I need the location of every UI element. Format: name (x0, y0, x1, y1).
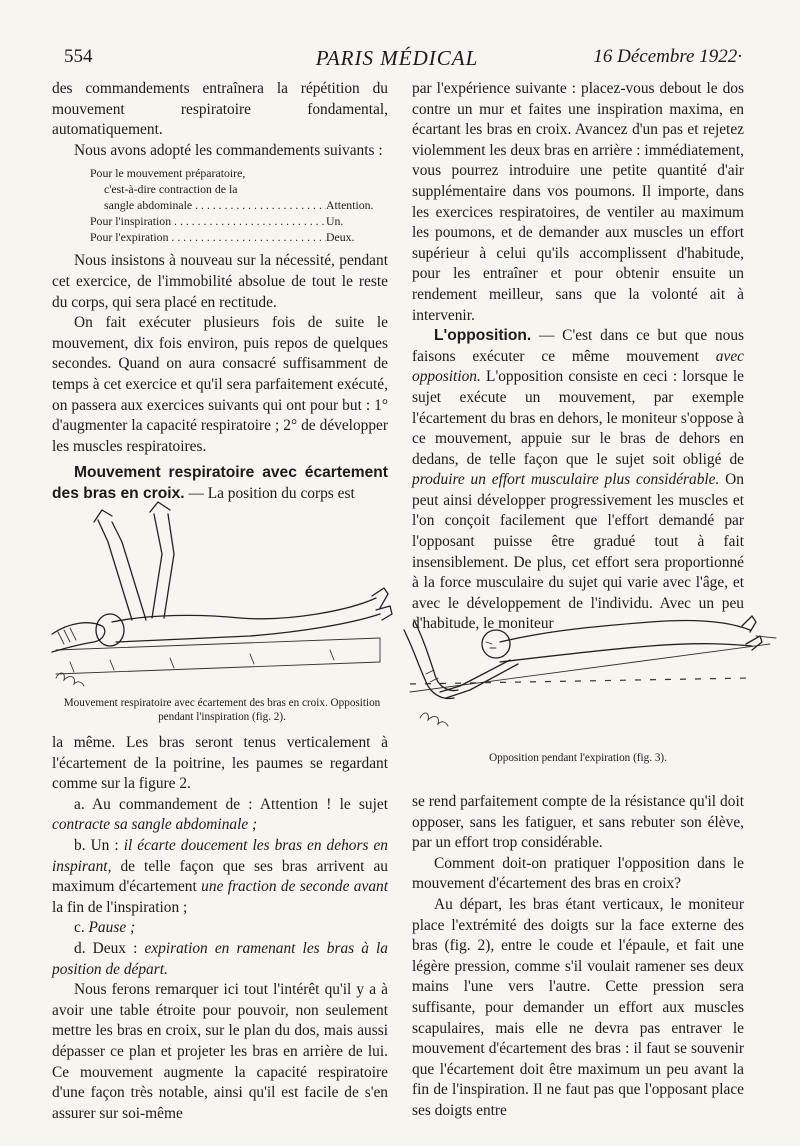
section-heading: L'opposition. (434, 327, 532, 345)
paragraph: Nous avons adopté les commandements suivants : (74, 141, 383, 159)
figure-2-illustration (50, 502, 396, 698)
right-column-upper (412, 79, 744, 635)
opposition-paragraph: L'opposition. — C'est dans ce but que nous faisons exécuter ce même mouvement avec opposition. L'opposition consiste en ceci : lorsque le sujet exécute un mouvement, par exemple l'écartement du bras en dehors, le moniteur s'oppose à ce mouvement, appuie sur le bras de dehors en dedans, de telle façon que le sujet soit obligé de produire un effort musculaire plus considérable. On peut ainsi développer progressivement les muscles et l'on conçoit facilement que l'effort demandé par l'opposant puisse être gradué tout à fait insensiblement. De plus, cet effort sera proportionné à la force musculaire du sujet qui varie avec l'âge, et avec le développement de l'individu. Avec un peu d'habitude, le moniteur (412, 327, 744, 633)
command-value: Deux. (326, 229, 355, 244)
paragraph: des commandements entraînera la répétition du mouvement respiratoire fondamental, automatiquement. (52, 80, 388, 139)
paragraph: On fait exécuter plusieurs fois de suite le mouvement, dix fois environ, puis repos de quelques secondes. Quand on aura consacré suffisamment de temps à cet exercice et qu'il sera parfaitement exécuté, on passera aux exercices suivants qui ont pour but : 1° d'augmenter la capacité respiratoire ; 2° de développer les muscles respiratoires. (52, 314, 388, 455)
paragraph: se rend parfaitement compte de la résistance qu'il doit opposer, sans les fatiguer, et sans rebuter son élève, par un effort trop considérable. (412, 793, 744, 852)
paragraph: Nous ferons remarquer ici tout l'intérêt qu'il y a à avoir une table étroite pour pouvoir, non seulement mettre les bras en croix, sur le plan du dos, mais aussi dépasser ce plan et projeter les bras en arrière de lui. Ce mouvement augmente la capacité respiratoire d'une façon très notable, ainsi qu'il est facile de s'en assurer sur soi-même (52, 981, 388, 1122)
left-column-upper (52, 79, 388, 504)
section-paragraph (52, 463, 388, 504)
journal-title: PARIS MÉDICAL (315, 46, 479, 70)
list-item-c: c. Pause ; (74, 919, 136, 937)
paragraph: la même. Les bras seront tenus verticalement à l'écartement de la poitrine, les paumes se regardant comme sur la figure 2. (52, 734, 388, 793)
command-row (90, 214, 388, 230)
paragraph: Comment doit-on pratiquer l'opposition dans le mouvement d'écartement des bras en croix? (412, 854, 744, 893)
commands-table (90, 166, 388, 245)
page-number: 554 (64, 46, 93, 67)
section-lead: — La position du corps est (184, 484, 355, 502)
figure-3-illustration (400, 600, 780, 740)
command-row (90, 198, 388, 214)
list-item-b: b. Un : il écarte doucement les bras en dehors en inspirant, de telle façon que ses bras arrivent au maximum d'écartement une fraction de seconde avant la fin de l'inspiration ; (52, 836, 388, 916)
paragraph: Au départ, les bras étant verticaux, le moniteur place l'extrémité des doigts sur la face externe des bras (fig. 2), entre le coude et l'épaule, et fait une légère pression, comme s'il voulait ramener ses deux mains l'une vers l'autre. Cette pression sera suffisante, pour demander un effort aux muscles scapulaires, mais elle ne devra pas entraver le mouvement d'écartement des bras : il faut se souvenir que l'écartement doit être maximum un peu avant la fin de l'inspiration. Il ne faut pas que l'opposant place ses doigts entre (412, 895, 744, 1119)
command-row (90, 182, 388, 198)
page-header (52, 46, 742, 74)
left-column-lower (52, 733, 388, 1124)
command-label: Pour le mouvement préparatoire, (90, 166, 246, 181)
list-item-d: d. Deux : expiration en ramenant les bras à la position de départ. (52, 939, 388, 978)
command-label: Pour l'inspiration . . . (90, 214, 326, 230)
command-label: c'est-à-dire contraction de la (104, 182, 238, 197)
figure-3-caption: Opposition pendant l'expiration (fig. 3). (489, 752, 667, 764)
section-heading: Mouvement respiratoire avec écartement des bras en croix. (52, 464, 388, 502)
paragraph: Nous insistons à nouveau sur la nécessité, pendant cet exercice, de l'immobilité absolue de tout le reste du corps, qui sera placé en rectitude. (52, 252, 388, 311)
list-item-a: a. Au commandement de : Attention ! le sujet contracte sa sangle abdominale ; (52, 795, 388, 834)
issue-date: 16 Décembre 1922· (593, 46, 742, 67)
command-label: Pour l'expiration . . . (90, 230, 326, 246)
right-column-lower (412, 792, 744, 1122)
figure-2-caption: Mouvement respiratoire avec écartement des bras en croix. Opposition pendant l'inspiration (fig. 2). (63, 697, 381, 723)
command-label: sangle abdominale . . . (104, 198, 326, 214)
command-row (90, 230, 388, 246)
command-row (90, 166, 388, 182)
command-value: Attention. (326, 197, 374, 212)
command-value: Un. (326, 213, 344, 228)
paragraph: par l'expérience suivante : placez-vous debout le dos contre un mur et faites une inspiration maxima, en écartant les bras en croix. Avancez d'un pas et rejetez violemment les deux bras en arrière : immédiatement, vous pourrez introduire une petite quantité d'air supplémentaire dans vos poumons. Il importe, dans les exercices respiratoires, de ventiler au maximum les poumons, et de demander aux muscles un effort supérieur à celui qu'ils accomplissent d'habitude, pour les entraîner et pour obtenir ensuite un rendement meilleur, sans que la volonté ait à intervenir. (412, 80, 744, 324)
